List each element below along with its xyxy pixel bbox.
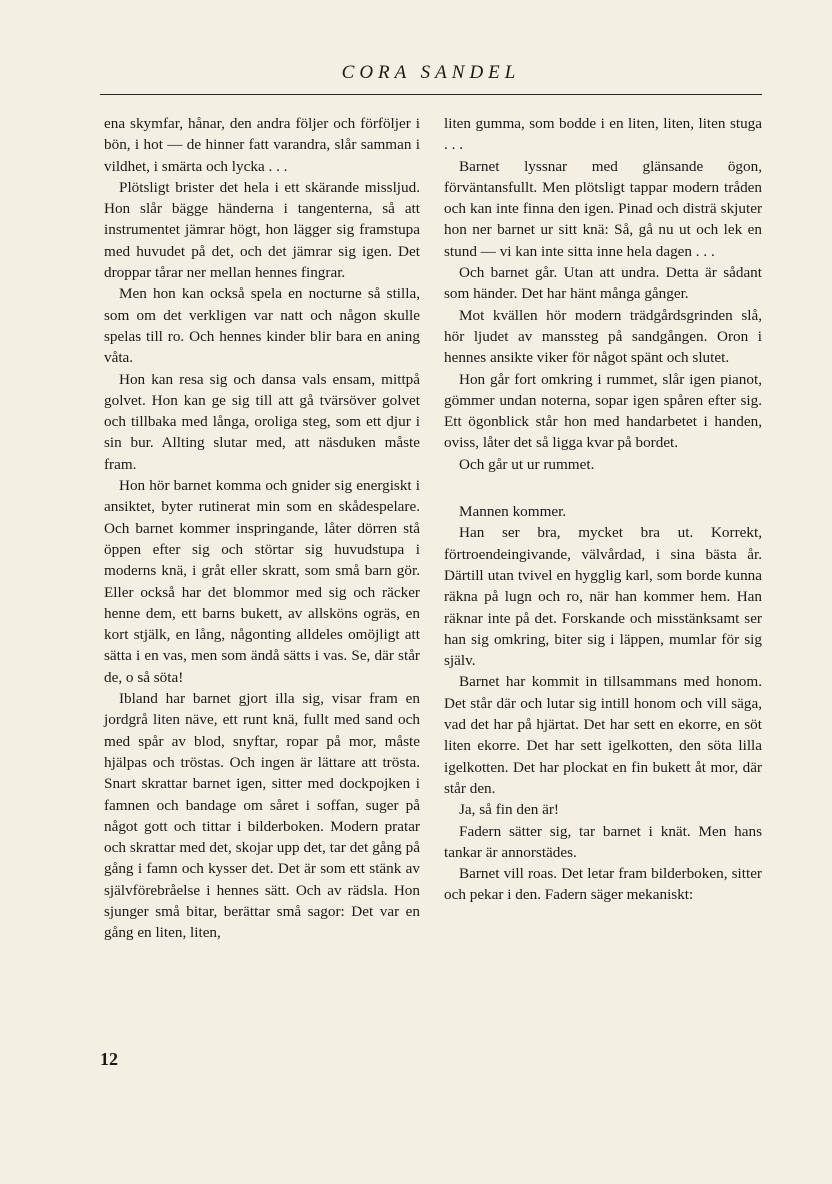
paragraph: Hon kan resa sig och dansa vals ensam, mittpå golvet. Hon kan ge sig till att gå tvärsöver golvet och tillbaka med långa, oroliga steg, som ett djur i sin bur. Allting slutar med, att näsduken måste fram. [104,370,420,473]
paragraph: Plötsligt brister det hela i ett skärande misslјud. Hon slår bägge händerna i tangenterna, så att instrumentet jämrar högt, hon lägger sig framstupa med huvudet på det, och det jämrar sig igen. Det droppar tårar ner mellan hennes fingrar. [104,178,420,282]
paragraph: Och barnet går. Utan att undra. Detta är sådant som händer. Det har hänt många gånger. [444,264,762,303]
paragraph: Mot kvällen hör modern trädgårdsgrinden slå, hör ljudet av manssteg på sandgången. Oron i hennes ansikte viker för något spänt och slutet. [444,306,762,367]
paragraph: Barnet vill roas. Det letar fram bilderboken, sitter och pekar i den. Fadern säger mekaniskt: [444,865,762,904]
paragraph: Och går ut ur rummet. [459,455,595,473]
page-number: 12 [100,1049,118,1069]
left-column [104,113,420,944]
paragraph: Ibland har barnet gjort illa sig, visar fram en jordgrå liten näve, ett runt knä, fullt med sand och med spår av blod, snyftar, ropar på mor, måste hjälpas och tröstas. Och ingen är lättare att trösta. Snart skrattar barnet igen, sitter med dockpojken i famnen och bandage om såret i soffan, suger på något gott och tittar i bilderboken. Modern pratar och skrattar med det, skojar upp det, tar det gång på gång i famn och kysser det. Det är som ett stänk av självförebråelse i hennes sätt. Och av rädsla. Hon sjunger små bitar, berättar små sagor: Det var en gång en liten, liten, [104,690,420,942]
paragraph: Hon hör barnet komma och gnider sig energiskt i ansiktet, byter rutinerat min som en skådespelare. Och barnet kommer inspringande, låter dörren stå öppen efter sig och störtar sig huvudstupa i moderns knä, i gråt eller skratt, som små barn gör. Eller också har det blommor med sig och räcker henne dem, ett barns bukett, av allsköns ogräs, en kort stjälk, en lång, någonting alldeles omöjligt att sätta i en vas, men som ändå sätts i vas. Se, där står de, o så söta! [104,477,420,686]
right-column [444,113,762,906]
paragraph: Ja, så fin den är! [459,801,559,819]
paragraph: Han ser bra, mycket bra ut. Korrekt, förtroendeingivande, välvårdad, i sina bästa år. Därtill utan tvivel en hygglig karl, som borde kunna räkna på lugn och ro, när han kommer hem. Han räknar inte på det. Forskande och misstänksamt ser han sig omkring, biter sig i läppen, mumlar för sig själv. [444,524,762,670]
paragraph: Barnet har kommit in tillsammans med honom. Det står där och lutar sig intill honom och vill säga, vad det har på hjärtat. Det har sett en ekorre, en söt liten ekorre. Det har sett igelkotten, den söta lilla igelkotten. Det har plockat en fin bukett åt mor, där står den. [444,673,762,797]
paragraph: Hon går fort omkring i rummet, slår igen pianot, gömmer undan noterna, sopar igen spåren efter sig. Ett ögonblick står hon med handarbetet i handen, oviss, låter det så ligga kvar på bordet. [444,370,762,452]
paragraph: Mannen kommer. [459,503,567,521]
paragraph: liten gumma, som bodde i en liten, liten, liten stuga . . . [444,115,762,154]
running-header: CORA SANDEL [341,62,521,83]
header-rule [100,94,762,95]
paragraph: Barnet lyssnar med glänsande ögon, förväntansfullt. Men plötsligt tappar modern tråden och kan inte finna den igen. Pinad och disträ skjuter hon ner barnet ur sitt knä: Så, gå nu ut och lek en stund — vi kan inte sitta inne hela dagen . . . [444,157,762,260]
paragraph: Men hon kan också spela en nocturne så stilla, som om det verkligen var natt och någon skulle spelas till ro. Och hennes kinder blir bara en aning våta. [104,285,420,367]
paragraph: ena skymfar, hånar, den andra följer och förföljer i bön, i hot — de hinner fatt varandra, slår samman i vildhet, i smärta och lycka . . . [104,115,420,175]
paragraph: Fadern sätter sig, tar barnet i knät. Men hans tankar är annorstädes. [444,822,762,861]
